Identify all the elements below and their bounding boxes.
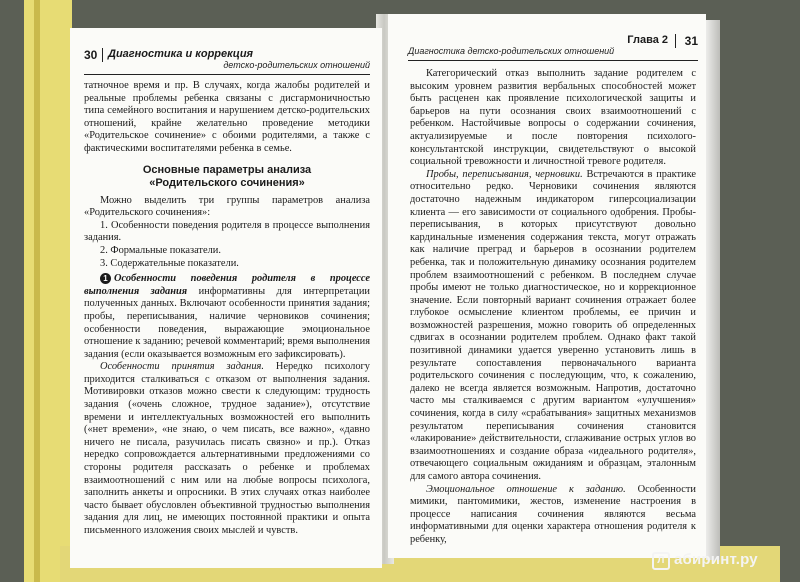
section-heading: Основные параметры анализа «Родительского сочинения» xyxy=(142,163,312,189)
running-title: Диагностика и коррекция xyxy=(108,48,254,60)
labirint-logo-icon: Л xyxy=(652,552,670,570)
watermark: Л абиринт.ру xyxy=(652,551,758,570)
running-subtitle: детско-родительских отношений xyxy=(223,60,370,70)
left-page-body xyxy=(84,80,370,538)
page-edges-right xyxy=(706,20,720,560)
paragraph: Особенности принятия задания. Нередко психологу приходится сталкиваться с отказом от выполнения задания. Мотивировки отказов можно свести к следующим: трудность задания («очень сложное, трудное задание»), отсутствие времени и интеллектуальных возможностей его выполнить («нет времени», «не знаю, о чем писать, все важно», «давно ничего не писала, разучилась писать связно» и пр.). Отказ нередко сопровождается альтернативными предложениями со стороны родителя рассказать о ребенке и проблемах взаимоотношений с ним или на любые вопросы психолога, заполнить анкеты и опросники. В этих случаях отказ наиболее часто бывает обусловлен объективной трудностью выполнения задания для лиц, не имеющих постоянной практики и опыта письменного изложения своих мыслей и чувств. xyxy=(84,361,370,536)
page-number: 30 xyxy=(84,48,98,62)
paragraph: Пробы, переписывания, черновики. Встречаются в практике относительно редко. Черновики сочинения являются достаточно надежным индикатором гиперсоциализации клиента — его зависимости от социального одобрения. Пробы-переписывания, в которых присутствуют довольно кардинальные изменения содержания текста, могут отражать как наличие преград и барьеров в осознании родителем ребенка, так и положительную динамику осознания родителем проблем взаимоотношений с ребенком. В последнем случае пробы имеют не только диагностическое, но и коррекционное значение. Если повторный вариант сочинения отражает более глубокое осмысление клиентом проблемы, ее причин и возможностей разрешения, можно говорить об определенных сдвигах в осознании родителем проблем. Однако факт такой позитивной динамики удается уверенно установить лишь в результате сопоставления первоначального варианта родительского сочинения с последующим, что, к сожалению, далеко не всегда является возможным. Напротив, достаточно часто мы сталкиваемся с другим вариантом «улучшения» сочинения, когда в силу «срабатывания» защитных механизмов результатом переписывания сочинения становится «лакирование» действительности, сглаживание острых углов во взаимоотношениях и создание образа «идеального родителя», отвечающего социальным ожиданиям и образцам, эталонным для самого автора сочинения. xyxy=(410,168,696,482)
list-item: 1. Особенности поведения родителя в процессе выполнения задания. xyxy=(84,219,370,244)
paragraph: татночное время и пр. В случаях, когда жалобы родителей и реальные проблемы ребенка связаны с дисгармоничностью типа семейного воспитания и нарушением детско-родительских отношений, крайне желательно проведение методики «Родительское сочинение» с обоими родителями, а также с фактическими воспитателями ребенка в семье. xyxy=(84,80,370,154)
left-page xyxy=(70,28,382,568)
book-cover-left xyxy=(24,0,72,582)
right-page-body xyxy=(410,68,696,547)
chapter-label: Глава 2 xyxy=(627,34,668,46)
paragraph: 1 Особенности поведения родителя в процессе выполнения задания информативны для интерпретации полученных данных. Включают особенности принятия задания; пробы, переписывания, наличие черновиков сочинения; особенности поведения, выражающие эмоциональное отношение к заданию; речевой комментарий; время выполнения задания (если оказывается возможным его зафиксировать). xyxy=(84,273,370,360)
list-item: 2. Формальные показатели. xyxy=(100,244,221,256)
right-page-header xyxy=(408,32,698,61)
paragraph: Можно выделить три группы параметров анализа «Родительского сочинения»: xyxy=(84,194,370,219)
paragraph: Категорический отказ выполнить задание родителем с высоким уровнем развития вербальных способностей может быть расценен как проявление психологической защиты и барьеров на пути осознания своих взаимоотношений с ребенком. Настойчивые вопросы о содержании сочинения, актуализируемые и после повторения психолого-консультантской инструкции, свидетельствуют о высокой социальной тревожности и личностной тревоге родителя. xyxy=(410,68,696,168)
list-item: 3. Содержательные показатели. xyxy=(100,257,239,269)
number-marker-icon: 1 xyxy=(100,273,111,284)
paragraph: Эмоциональное отношение к заданию. Особенности мимики, пантомимики, жестов, изменение настроения в процессе написания сочинения являются весьма информативными для оценки характера отношения родителя к ребенку, xyxy=(410,483,696,545)
page-number: 31 xyxy=(684,34,698,48)
left-page-header xyxy=(84,46,370,75)
right-page xyxy=(388,14,706,558)
running-subtitle: Диагностика детско-родительских отношений xyxy=(408,46,615,56)
